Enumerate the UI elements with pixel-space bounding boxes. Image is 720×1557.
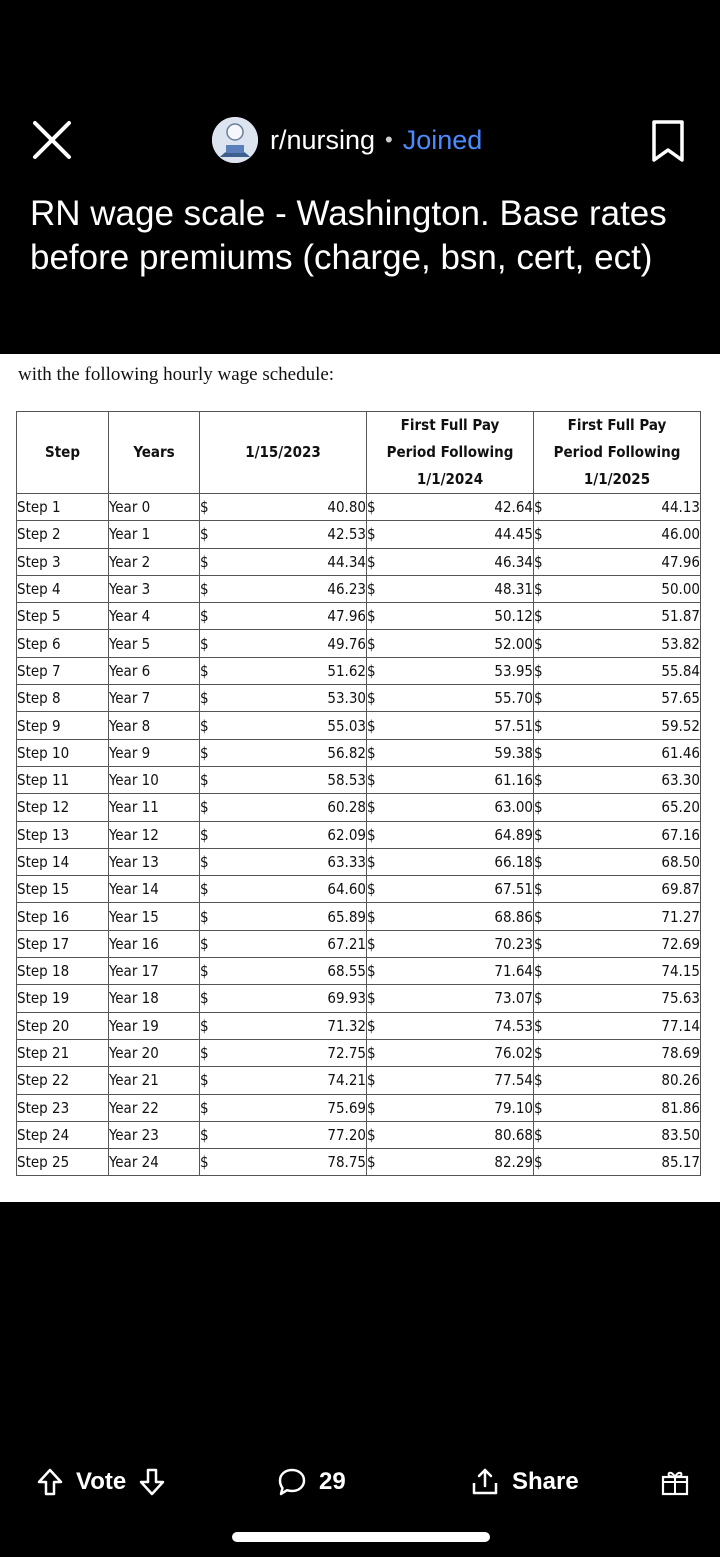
post-title: RN wage scale - Washington. Base rates before premiums (charge, bsn, cert, ect) [30, 194, 667, 277]
close-icon [30, 118, 74, 162]
joined-status[interactable]: Joined [402, 124, 483, 155]
close-button[interactable] [30, 118, 74, 162]
years-cell: Year 15 [109, 903, 200, 930]
years-cell: Year 4 [109, 603, 200, 630]
currency-cell: $ [534, 848, 562, 875]
wage-2025-cell: 80.26 [562, 1067, 701, 1094]
wage-2025-cell: 74.15 [562, 958, 701, 985]
currency-cell: $ [200, 958, 228, 985]
currency-cell: $ [534, 985, 562, 1012]
wage-2024-cell: 42.64 [395, 494, 534, 521]
currency-cell: $ [367, 985, 395, 1012]
step-cell: Step 21 [17, 1039, 109, 1066]
currency-cell: $ [534, 1067, 562, 1094]
bookmark-icon [648, 118, 688, 164]
table-row [17, 876, 701, 903]
currency-cell: $ [367, 685, 395, 712]
step-cell: Step 11 [17, 766, 109, 793]
wage-2024-cell: 46.34 [395, 548, 534, 575]
years-cell: Year 14 [109, 876, 200, 903]
step-cell: Step 4 [17, 575, 109, 602]
subreddit-avatar-icon [212, 117, 258, 163]
wage-2023-cell: 49.76 [228, 630, 367, 657]
table-row [17, 1121, 701, 1148]
currency-cell: $ [367, 1094, 395, 1121]
currency-cell: $ [200, 657, 228, 684]
wage-2025-cell: 77.14 [562, 1012, 701, 1039]
currency-cell: $ [534, 657, 562, 684]
wage-2025-cell: 61.46 [562, 739, 701, 766]
years-cell: Year 23 [109, 1121, 200, 1148]
table-row [17, 930, 701, 957]
wage-2025-cell: 81.86 [562, 1094, 701, 1121]
wage-2023-cell: 55.03 [228, 712, 367, 739]
subreddit-name[interactable]: r/nursing [270, 124, 376, 155]
subreddit-avatar[interactable] [212, 117, 258, 163]
table-row [17, 548, 701, 575]
currency-cell: $ [367, 876, 395, 903]
step-cell: Step 23 [17, 1094, 109, 1121]
currency-cell: $ [367, 930, 395, 957]
subreddit-info [212, 116, 482, 164]
years-cell: Year 9 [109, 739, 200, 766]
years-cell: Year 22 [109, 1094, 200, 1121]
table-header-row [17, 412, 701, 494]
currency-cell: $ [200, 1149, 228, 1176]
wage-2025-cell: 69.87 [562, 876, 701, 903]
wage-2023-cell: 62.09 [228, 821, 367, 848]
table-row [17, 958, 701, 985]
currency-cell: $ [534, 685, 562, 712]
years-cell: Year 2 [109, 548, 200, 575]
wage-2023-cell: 71.32 [228, 1012, 367, 1039]
wage-2025-cell: 72.69 [562, 930, 701, 957]
years-cell: Year 19 [109, 1012, 200, 1039]
currency-cell: $ [367, 1121, 395, 1148]
wage-2024-cell: 70.23 [395, 930, 534, 957]
currency-cell: $ [367, 821, 395, 848]
save-button[interactable] [648, 118, 688, 164]
wage-2023-cell: 75.69 [228, 1094, 367, 1121]
wage-2024-cell: 77.54 [395, 1067, 534, 1094]
action-bar [0, 1455, 720, 1509]
step-cell: Step 15 [17, 876, 109, 903]
years-cell: Year 16 [109, 930, 200, 957]
table-row [17, 766, 701, 793]
currency-cell: $ [200, 1094, 228, 1121]
step-cell: Step 17 [17, 930, 109, 957]
wage-2024-cell: 74.53 [395, 1012, 534, 1039]
currency-cell: $ [367, 1149, 395, 1176]
years-cell: Year 20 [109, 1039, 200, 1066]
currency-cell: $ [200, 930, 228, 957]
wage-2023-cell: 56.82 [228, 739, 367, 766]
currency-cell: $ [534, 630, 562, 657]
currency-cell: $ [200, 494, 228, 521]
header-date-2024: First Full Pay Period Following 1/1/2024 [367, 412, 534, 494]
years-cell: Year 6 [109, 657, 200, 684]
wage-2024-cell: 52.00 [395, 630, 534, 657]
currency-cell: $ [534, 903, 562, 930]
currency-cell: $ [367, 903, 395, 930]
vote-label: Vote [76, 1468, 127, 1495]
wage-2025-cell: 53.82 [562, 630, 701, 657]
table-row [17, 1149, 701, 1176]
wage-2023-cell: 58.53 [228, 766, 367, 793]
table-row [17, 575, 701, 602]
wage-2024-cell: 79.10 [395, 1094, 534, 1121]
step-cell: Step 20 [17, 1012, 109, 1039]
wage-2023-cell: 46.23 [228, 575, 367, 602]
header-years: Years [109, 412, 200, 494]
step-cell: Step 18 [17, 958, 109, 985]
wage-2023-cell: 68.55 [228, 958, 367, 985]
wage-2025-cell: 63.30 [562, 766, 701, 793]
currency-cell: $ [367, 494, 395, 521]
wage-2023-cell: 78.75 [228, 1149, 367, 1176]
wage-2025-cell: 78.69 [562, 1039, 701, 1066]
wage-2025-cell: 51.87 [562, 603, 701, 630]
wage-2025-cell: 85.17 [562, 1149, 701, 1176]
step-cell: Step 1 [17, 494, 109, 521]
currency-cell: $ [367, 575, 395, 602]
wage-2023-cell: 64.60 [228, 876, 367, 903]
wage-2024-cell: 76.02 [395, 1039, 534, 1066]
currency-cell: $ [200, 1039, 228, 1066]
currency-cell: $ [534, 603, 562, 630]
step-cell: Step 24 [17, 1121, 109, 1148]
years-cell: Year 1 [109, 521, 200, 548]
wage-2025-cell: 55.84 [562, 657, 701, 684]
wage-2024-cell: 50.12 [395, 603, 534, 630]
currency-cell: $ [367, 1012, 395, 1039]
currency-cell: $ [534, 876, 562, 903]
currency-cell: $ [200, 1121, 228, 1148]
step-cell: Step 13 [17, 821, 109, 848]
step-cell: Step 12 [17, 794, 109, 821]
currency-cell: $ [534, 1121, 562, 1148]
years-cell: Year 0 [109, 494, 200, 521]
wage-2023-cell: 42.53 [228, 521, 367, 548]
wage-2023-cell: 72.75 [228, 1039, 367, 1066]
downvote-icon[interactable] [138, 1467, 166, 1497]
upvote-icon[interactable] [36, 1467, 64, 1497]
comment-count: 29 [319, 1468, 346, 1495]
wage-2024-cell: 64.89 [395, 821, 534, 848]
years-cell: Year 13 [109, 848, 200, 875]
share-button[interactable] [470, 1455, 579, 1509]
currency-cell: $ [367, 1039, 395, 1066]
wage-2024-cell: 44.45 [395, 521, 534, 548]
currency-cell: $ [200, 739, 228, 766]
currency-cell: $ [534, 575, 562, 602]
table-row [17, 1039, 701, 1066]
currency-cell: $ [200, 766, 228, 793]
wage-2023-cell: 69.93 [228, 985, 367, 1012]
wage-2023-cell: 40.80 [228, 494, 367, 521]
wage-2025-cell: 50.00 [562, 575, 701, 602]
currency-cell: $ [534, 958, 562, 985]
wage-2025-cell: 71.27 [562, 903, 701, 930]
header-date-2025: First Full Pay Period Following 1/1/2025 [534, 412, 701, 494]
award-button[interactable] [660, 1455, 690, 1509]
table-row [17, 657, 701, 684]
wage-2023-cell: 77.20 [228, 1121, 367, 1148]
wage-2024-cell: 67.51 [395, 876, 534, 903]
years-cell: Year 11 [109, 794, 200, 821]
step-cell: Step 6 [17, 630, 109, 657]
wage-2024-cell: 68.86 [395, 903, 534, 930]
wage-2023-cell: 44.34 [228, 548, 367, 575]
currency-cell: $ [367, 794, 395, 821]
years-cell: Year 24 [109, 1149, 200, 1176]
step-cell: Step 5 [17, 603, 109, 630]
years-cell: Year 21 [109, 1067, 200, 1094]
table-row [17, 848, 701, 875]
currency-cell: $ [200, 903, 228, 930]
years-cell: Year 12 [109, 821, 200, 848]
table-row [17, 1094, 701, 1121]
years-cell: Year 3 [109, 575, 200, 602]
wage-2025-cell: 68.50 [562, 848, 701, 875]
currency-cell: $ [367, 548, 395, 575]
currency-cell: $ [367, 739, 395, 766]
comment-icon [277, 1467, 307, 1497]
step-cell: Step 16 [17, 903, 109, 930]
currency-cell: $ [367, 630, 395, 657]
wage-2023-cell: 51.62 [228, 657, 367, 684]
currency-cell: $ [367, 848, 395, 875]
home-indicator[interactable] [232, 1532, 490, 1542]
wage-2024-cell: 63.00 [395, 794, 534, 821]
years-cell: Year 8 [109, 712, 200, 739]
step-cell: Step 14 [17, 848, 109, 875]
wage-2025-cell: 47.96 [562, 548, 701, 575]
gift-icon [660, 1467, 690, 1497]
currency-cell: $ [534, 1149, 562, 1176]
wage-2024-cell: 82.29 [395, 1149, 534, 1176]
post-image[interactable] [0, 354, 720, 1202]
step-cell: Step 2 [17, 521, 109, 548]
wage-2024-cell: 55.70 [395, 685, 534, 712]
currency-cell: $ [200, 548, 228, 575]
step-cell: Step 7 [17, 657, 109, 684]
wage-2023-cell: 74.21 [228, 1067, 367, 1094]
currency-cell: $ [534, 548, 562, 575]
table-row [17, 603, 701, 630]
table-row [17, 1012, 701, 1039]
wage-2025-cell: 75.63 [562, 985, 701, 1012]
wage-2024-cell: 59.38 [395, 739, 534, 766]
wage-2024-cell: 53.95 [395, 657, 534, 684]
currency-cell: $ [200, 848, 228, 875]
currency-cell: $ [367, 958, 395, 985]
wage-2024-cell: 48.31 [395, 575, 534, 602]
currency-cell: $ [200, 685, 228, 712]
currency-cell: $ [200, 575, 228, 602]
currency-cell: $ [200, 521, 228, 548]
table-row [17, 494, 701, 521]
header-step: Step [17, 412, 109, 494]
share-icon [470, 1467, 500, 1497]
currency-cell: $ [200, 876, 228, 903]
table-row [17, 985, 701, 1012]
years-cell: Year 10 [109, 766, 200, 793]
currency-cell: $ [534, 1012, 562, 1039]
wage-2023-cell: 53.30 [228, 685, 367, 712]
step-cell: Step 3 [17, 548, 109, 575]
share-label: Share [512, 1468, 579, 1495]
wage-2024-cell: 71.64 [395, 958, 534, 985]
currency-cell: $ [534, 712, 562, 739]
currency-cell: $ [367, 521, 395, 548]
currency-cell: $ [534, 930, 562, 957]
years-cell: Year 5 [109, 630, 200, 657]
currency-cell: $ [200, 794, 228, 821]
wage-2024-cell: 80.68 [395, 1121, 534, 1148]
table-row [17, 739, 701, 766]
years-cell: Year 7 [109, 685, 200, 712]
currency-cell: $ [367, 657, 395, 684]
header-date-2023: 1/15/2023 [200, 412, 367, 494]
currency-cell: $ [200, 630, 228, 657]
currency-cell: $ [367, 603, 395, 630]
wage-2023-cell: 47.96 [228, 603, 367, 630]
table-row [17, 630, 701, 657]
step-cell: Step 25 [17, 1149, 109, 1176]
step-cell: Step 22 [17, 1067, 109, 1094]
vote-group [36, 1455, 166, 1509]
wage-2025-cell: 46.00 [562, 521, 701, 548]
separator-dot: • [385, 127, 393, 152]
table-row [17, 1067, 701, 1094]
currency-cell: $ [534, 494, 562, 521]
currency-cell: $ [534, 739, 562, 766]
years-cell: Year 17 [109, 958, 200, 985]
currency-cell: $ [367, 1067, 395, 1094]
currency-cell: $ [367, 766, 395, 793]
currency-cell: $ [200, 712, 228, 739]
step-cell: Step 8 [17, 685, 109, 712]
currency-cell: $ [200, 603, 228, 630]
currency-cell: $ [534, 521, 562, 548]
currency-cell: $ [200, 1067, 228, 1094]
wage-2025-cell: 83.50 [562, 1121, 701, 1148]
table-row [17, 521, 701, 548]
post-header [0, 110, 720, 170]
currency-cell: $ [200, 985, 228, 1012]
wage-2024-cell: 66.18 [395, 848, 534, 875]
step-cell: Step 19 [17, 985, 109, 1012]
years-cell: Year 18 [109, 985, 200, 1012]
wage-2025-cell: 59.52 [562, 712, 701, 739]
wage-2025-cell: 44.13 [562, 494, 701, 521]
table-row [17, 794, 701, 821]
wage-2024-cell: 57.51 [395, 712, 534, 739]
table-row [17, 821, 701, 848]
wage-2023-cell: 63.33 [228, 848, 367, 875]
currency-cell: $ [534, 821, 562, 848]
wage-2025-cell: 67.16 [562, 821, 701, 848]
table-row [17, 712, 701, 739]
document-caption: with the following hourly wage schedule: [18, 364, 335, 385]
wage-2025-cell: 57.65 [562, 685, 701, 712]
wage-2024-cell: 61.16 [395, 766, 534, 793]
currency-cell: $ [534, 794, 562, 821]
wage-table [16, 411, 701, 1176]
wage-2023-cell: 60.28 [228, 794, 367, 821]
currency-cell: $ [534, 1094, 562, 1121]
table-row [17, 903, 701, 930]
currency-cell: $ [200, 821, 228, 848]
wage-2024-cell: 73.07 [395, 985, 534, 1012]
wage-2023-cell: 67.21 [228, 930, 367, 957]
step-cell: Step 10 [17, 739, 109, 766]
comments-button[interactable] [277, 1455, 346, 1509]
currency-cell: $ [534, 766, 562, 793]
table-row [17, 685, 701, 712]
currency-cell: $ [367, 712, 395, 739]
wage-2023-cell: 65.89 [228, 903, 367, 930]
wage-2025-cell: 65.20 [562, 794, 701, 821]
currency-cell: $ [534, 1039, 562, 1066]
step-cell: Step 9 [17, 712, 109, 739]
currency-cell: $ [200, 1012, 228, 1039]
